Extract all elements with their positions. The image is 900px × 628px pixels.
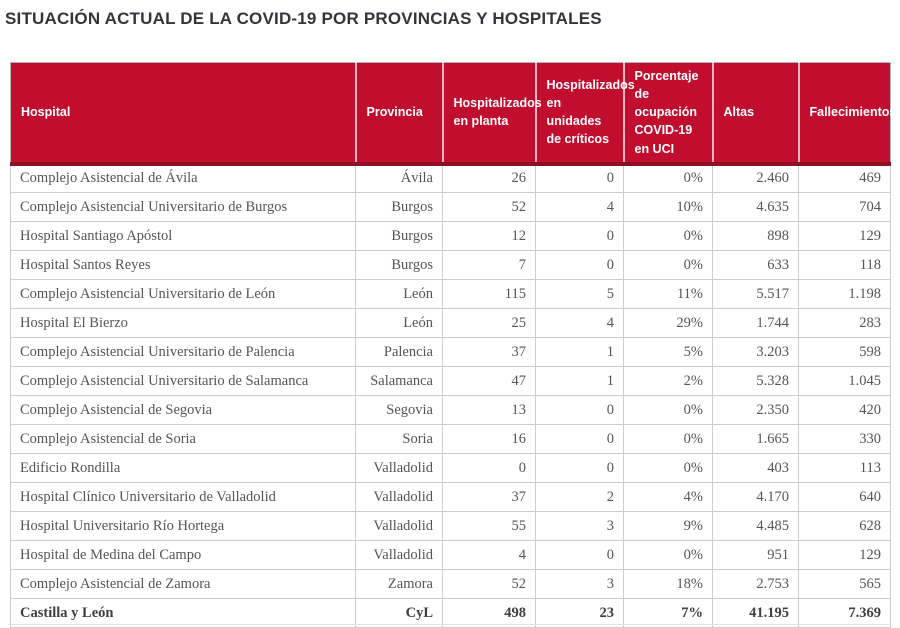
table-row <box>11 251 891 280</box>
table-row <box>11 512 891 541</box>
criticos-cell: 1 <box>536 338 624 367</box>
criticos-cell: 0 <box>536 425 624 454</box>
table-row <box>11 396 891 425</box>
criticos-cell: 2 <box>536 483 624 512</box>
uci-cell: 0% <box>624 222 713 251</box>
table-row <box>11 309 891 338</box>
column-header-criticos: Hospitalizados en unidades de críticos <box>536 63 624 164</box>
fallecimientos-cell: 283 <box>799 309 891 338</box>
provincia-cell: Palencia <box>356 338 443 367</box>
hospital-cell: Hospital de Medina del Campo <box>11 541 356 570</box>
fallecimientos-cell: 565 <box>799 570 891 599</box>
table-row <box>11 367 891 396</box>
fallecimientos-cell: 640 <box>799 483 891 512</box>
table-row <box>11 541 891 570</box>
bottom-divider <box>8 624 892 625</box>
uci-cell: 5% <box>624 338 713 367</box>
provincia-cell: Burgos <box>356 222 443 251</box>
fallecimientos-cell: 469 <box>799 164 891 193</box>
planta-cell: 16 <box>443 425 536 454</box>
column-header-altas: Altas <box>713 63 799 164</box>
criticos-cell: 0 <box>536 251 624 280</box>
table-row <box>11 222 891 251</box>
planta-cell: 52 <box>443 570 536 599</box>
hospital-cell: Edificio Rondilla <box>11 454 356 483</box>
planta-cell: 115 <box>443 280 536 309</box>
fallecimientos-cell: 1.198 <box>799 280 891 309</box>
provincia-cell: Ávila <box>356 164 443 193</box>
fallecimientos-cell: 704 <box>799 193 891 222</box>
provincia-cell: Soria <box>356 425 443 454</box>
criticos-cell: 5 <box>536 280 624 309</box>
planta-cell: 25 <box>443 309 536 338</box>
altas-cell: 2.460 <box>713 164 799 193</box>
uci-cell: 11% <box>624 280 713 309</box>
table-header <box>11 63 897 164</box>
altas-cell: 4.485 <box>713 512 799 541</box>
uci-cell: 9% <box>624 512 713 541</box>
criticos-cell: 4 <box>536 193 624 222</box>
hospital-cell: Complejo Asistencial de Zamora <box>11 570 356 599</box>
criticos-cell: 4 <box>536 309 624 338</box>
altas-cell: 898 <box>713 222 799 251</box>
hospital-cell: Hospital Santos Reyes <box>11 251 356 280</box>
fallecimientos-cell: 628 <box>799 512 891 541</box>
covid-hospitals-table <box>10 62 897 628</box>
provincia-cell: Valladolid <box>356 483 443 512</box>
table-row <box>11 425 891 454</box>
provincia-cell: Burgos <box>356 193 443 222</box>
provincia-cell: Zamora <box>356 570 443 599</box>
column-header-provincia: Provincia <box>356 63 443 164</box>
planta-cell: 55 <box>443 512 536 541</box>
planta-cell: 4 <box>443 541 536 570</box>
table-row <box>11 483 891 512</box>
planta-cell: 47 <box>443 367 536 396</box>
fallecimientos-cell: 129 <box>799 222 891 251</box>
provincia-cell: Segovia <box>356 396 443 425</box>
criticos-cell: 0 <box>536 396 624 425</box>
uci-cell: 0% <box>624 251 713 280</box>
provincia-cell: Burgos <box>356 251 443 280</box>
fallecimientos-cell: 330 <box>799 425 891 454</box>
planta-cell: 12 <box>443 222 536 251</box>
planta-cell: 52 <box>443 193 536 222</box>
altas-cell: 4.635 <box>713 193 799 222</box>
provincia-cell: Valladolid <box>356 512 443 541</box>
hospital-cell: Complejo Asistencial Universitario de Palencia <box>11 338 356 367</box>
total-uci-cell: 7% <box>624 599 713 628</box>
hospital-cell: Complejo Asistencial Universitario de Burgos <box>11 193 356 222</box>
fallecimientos-cell: 113 <box>799 454 891 483</box>
altas-cell: 1.744 <box>713 309 799 338</box>
altas-cell: 5.328 <box>713 367 799 396</box>
provincia-cell: León <box>356 280 443 309</box>
uci-cell: 0% <box>624 454 713 483</box>
hospital-cell: Hospital Universitario Río Hortega <box>11 512 356 541</box>
total-provincia-cell: CyL <box>356 599 443 628</box>
table-row <box>11 570 891 599</box>
table-row <box>11 193 891 222</box>
altas-cell: 2.350 <box>713 396 799 425</box>
uci-cell: 4% <box>624 483 713 512</box>
altas-cell: 3.203 <box>713 338 799 367</box>
hospital-cell: Hospital El Bierzo <box>11 309 356 338</box>
uci-cell: 0% <box>624 541 713 570</box>
uci-cell: 2% <box>624 367 713 396</box>
hospital-cell: Hospital Clínico Universitario de Valladolid <box>11 483 356 512</box>
total-fallecimientos-cell: 7.369 <box>799 599 891 628</box>
uci-cell: 0% <box>624 425 713 454</box>
planta-cell: 7 <box>443 251 536 280</box>
altas-cell: 2.753 <box>713 570 799 599</box>
planta-cell: 13 <box>443 396 536 425</box>
uci-cell: 0% <box>624 164 713 193</box>
hospital-cell: Complejo Asistencial Universitario de León <box>11 280 356 309</box>
altas-cell: 951 <box>713 541 799 570</box>
altas-cell: 633 <box>713 251 799 280</box>
page-title: SITUACIÓN ACTUAL DE LA COVID-19 POR PROVINCIAS Y HOSPITALES <box>5 9 602 28</box>
uci-cell: 29% <box>624 309 713 338</box>
uci-cell: 18% <box>624 570 713 599</box>
column-header-hospital: Hospital <box>11 63 356 164</box>
table-row <box>11 454 891 483</box>
provincia-cell: León <box>356 309 443 338</box>
table-row <box>11 338 891 367</box>
uci-cell: 0% <box>624 396 713 425</box>
criticos-cell: 0 <box>536 454 624 483</box>
hospital-cell: Complejo Asistencial de Ávila <box>11 164 356 193</box>
total-label-cell: Castilla y León <box>11 599 356 628</box>
altas-cell: 403 <box>713 454 799 483</box>
planta-cell: 26 <box>443 164 536 193</box>
altas-cell: 4.170 <box>713 483 799 512</box>
fallecimientos-cell: 598 <box>799 338 891 367</box>
planta-cell: 0 <box>443 454 536 483</box>
table-body <box>11 164 891 599</box>
criticos-cell: 3 <box>536 570 624 599</box>
fallecimientos-cell: 129 <box>799 541 891 570</box>
planta-cell: 37 <box>443 483 536 512</box>
hospital-cell: Complejo Asistencial de Segovia <box>11 396 356 425</box>
fallecimientos-cell: 1.045 <box>799 367 891 396</box>
criticos-cell: 0 <box>536 222 624 251</box>
hospital-cell: Complejo Asistencial Universitario de Salamanca <box>11 367 356 396</box>
criticos-cell: 0 <box>536 541 624 570</box>
criticos-cell: 0 <box>536 164 624 193</box>
column-header-planta: Hospitalizados en planta <box>443 63 536 164</box>
provincia-cell: Salamanca <box>356 367 443 396</box>
uci-cell: 10% <box>624 193 713 222</box>
fallecimientos-cell: 118 <box>799 251 891 280</box>
altas-cell: 5.517 <box>713 280 799 309</box>
header-row <box>11 63 891 164</box>
table-row <box>11 280 891 309</box>
total-altas-cell: 41.195 <box>713 599 799 628</box>
table-row <box>11 164 891 193</box>
criticos-cell: 3 <box>536 512 624 541</box>
planta-cell: 37 <box>443 338 536 367</box>
fallecimientos-cell: 420 <box>799 396 891 425</box>
criticos-cell: 1 <box>536 367 624 396</box>
hospital-cell: Complejo Asistencial de Soria <box>11 425 356 454</box>
hospital-cell: Hospital Santiago Apóstol <box>11 222 356 251</box>
provincia-cell: Valladolid <box>356 541 443 570</box>
column-header-fallecimientos: Fallecimientos <box>799 63 891 164</box>
total-planta-cell: 498 <box>443 599 536 628</box>
provincia-cell: Valladolid <box>356 454 443 483</box>
total-criticos-cell: 23 <box>536 599 624 628</box>
column-header-uci: Porcentaje de ocupación COVID-19 en UCI <box>624 63 713 164</box>
altas-cell: 1.665 <box>713 425 799 454</box>
